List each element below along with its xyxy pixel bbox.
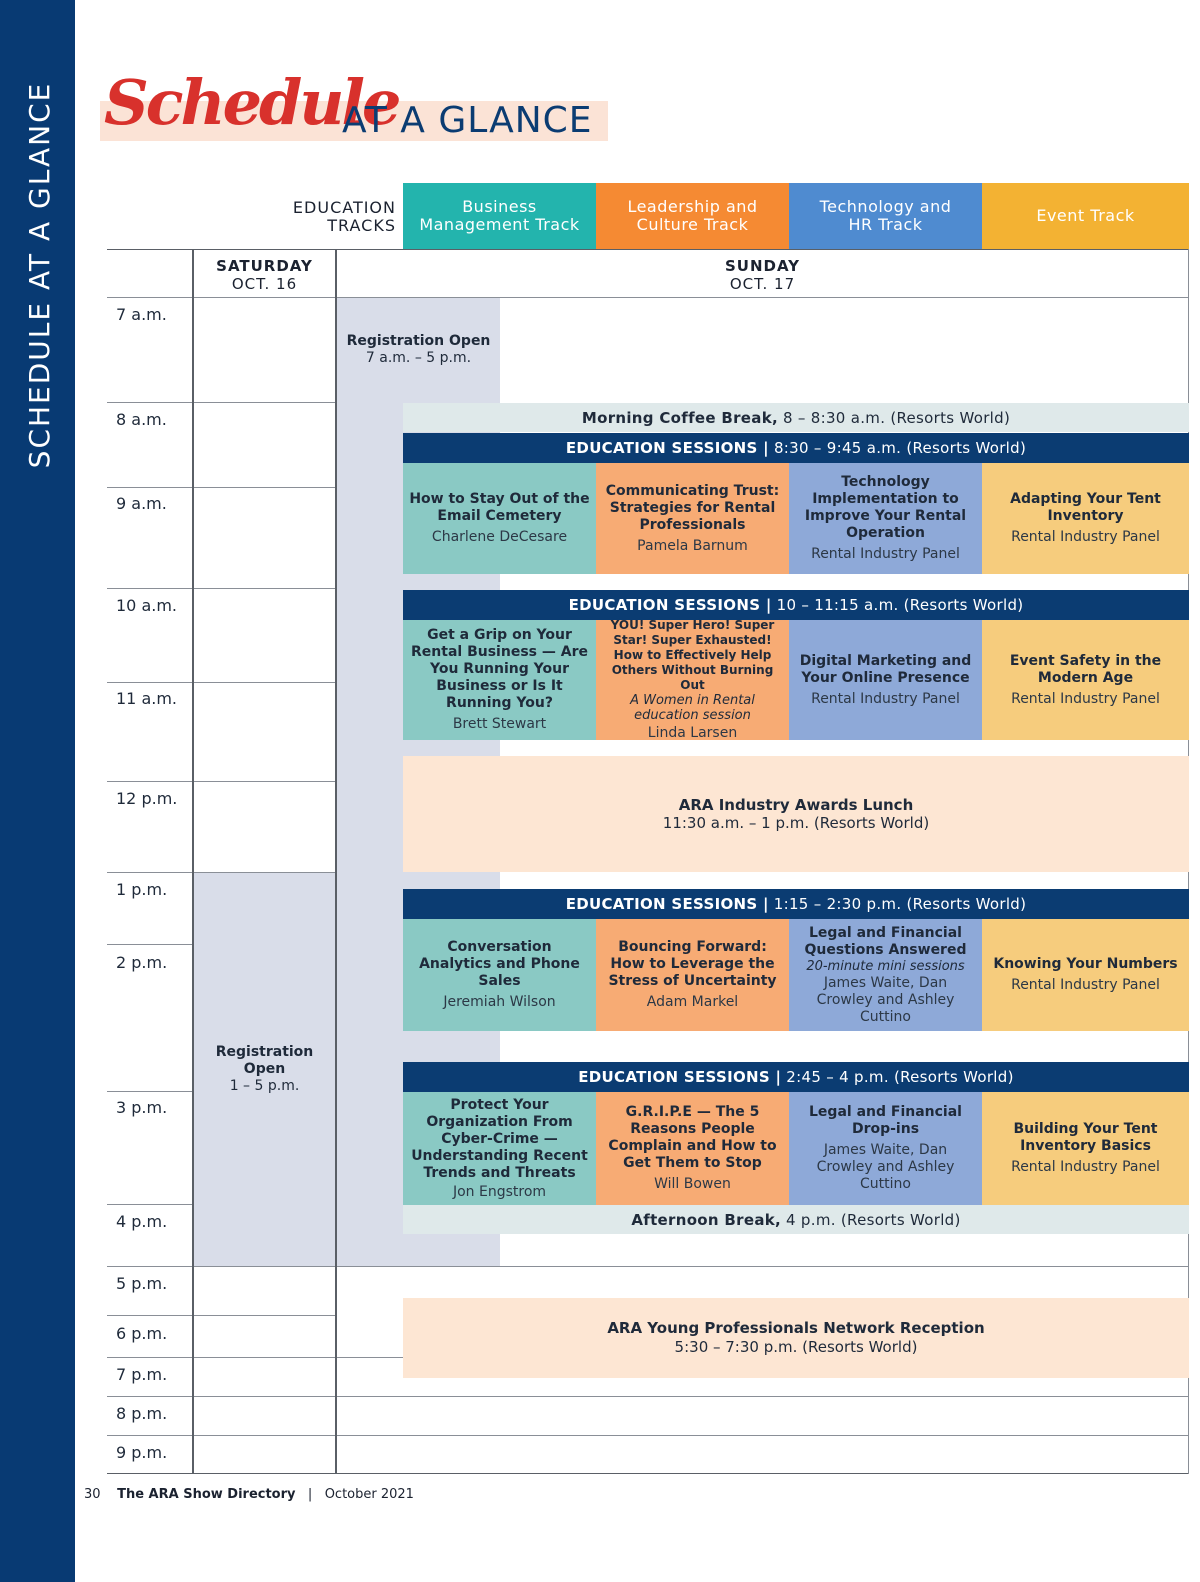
grid-line [107, 944, 193, 945]
session-title: Event Safety in the Modern Age [1009, 652, 1162, 686]
session-note: 20-minute mini sessions [806, 958, 965, 974]
time-label: 1 p.m. [116, 880, 168, 899]
session-speaker: Rental Industry Panel [811, 546, 960, 562]
grid-line [107, 781, 336, 782]
session-header [403, 1062, 1189, 1092]
grid-line [107, 1091, 193, 1092]
session-title: Building Your Tent Inventory Basics [1013, 1121, 1158, 1154]
session-cell [596, 1092, 789, 1205]
track-label: Event Track [1036, 206, 1135, 225]
session-speaker: Brett Stewart [452, 716, 547, 732]
session-title: How to Stay Out of the Email Cemetery [409, 491, 590, 524]
education-tracks-label [240, 199, 396, 235]
publication-name: The ARA Show Directory [117, 1487, 296, 1502]
session-cell [596, 620, 789, 740]
event-time: 5:30 – 7:30 p.m. (Resorts World) [674, 1338, 918, 1356]
day-date: OCT. 17 [729, 275, 796, 293]
reception-event [403, 1298, 1189, 1378]
session-speaker: Rental Industry Panel [1011, 977, 1160, 993]
session-speaker: Rental Industry Panel [1011, 529, 1160, 545]
session-header-title: EDUCATION SESSIONS | [578, 1068, 782, 1086]
session-cell [982, 463, 1189, 574]
session-header [403, 590, 1189, 620]
time-label: 10 a.m. [116, 596, 178, 615]
registration-title: Open [243, 1061, 286, 1077]
grid-line [107, 1396, 1189, 1397]
event-time: 11:30 a.m. – 1 p.m. (Resorts World) [662, 814, 930, 832]
day-date: OCT. 16 [231, 275, 298, 293]
time-label: 4 p.m. [116, 1212, 168, 1231]
session-header-time: 8:30 – 9:45 a.m. (Resorts World) [773, 439, 1027, 457]
awards-lunch-event [403, 756, 1189, 872]
time-label: 7 p.m. [116, 1365, 168, 1384]
break-title: Morning Coffee Break, [581, 408, 778, 427]
session-speaker: Charlene DeCesare [431, 529, 568, 545]
grid-line [107, 1315, 336, 1316]
session-title: Protect Your Organization From Cyber-Crime — Understanding Recent Trends and Threats [411, 1096, 588, 1181]
session-speaker: Jon Engstrom [452, 1183, 547, 1200]
session-speaker: James Waite, Dan Crowley and Ashley Cuttino [816, 1142, 955, 1192]
session-header-title: EDUCATION SESSIONS | [565, 895, 769, 913]
day-name: SATURDAY [216, 257, 313, 275]
session-cell [403, 919, 596, 1031]
session-cell [789, 463, 982, 574]
time-label: 6 p.m. [116, 1324, 168, 1343]
session-speaker: Adam Markel [646, 994, 739, 1010]
break-time: 8 – 8:30 a.m. (Resorts World) [782, 408, 1011, 427]
session-title: Conversation Analytics and Phone Sales [419, 939, 580, 989]
track-label: Leadership and [627, 197, 758, 216]
event-title: ARA Industry Awards Lunch [678, 796, 914, 814]
publication-date: October 2021 [324, 1487, 414, 1502]
time-label: 3 p.m. [116, 1098, 168, 1117]
time-label: 5 p.m. [116, 1274, 168, 1293]
education-tracks-line2: TRACKS [327, 216, 396, 235]
session-cell [982, 919, 1189, 1031]
grid-line [107, 1473, 1189, 1474]
grid-line [107, 1266, 1189, 1267]
page-number: 30 [84, 1487, 101, 1502]
time-label: 8 p.m. [116, 1404, 168, 1423]
track-event [982, 183, 1189, 249]
time-label: 7 a.m. [116, 305, 167, 324]
session-cell [789, 1092, 982, 1205]
footer-separator: | [307, 1487, 313, 1502]
session-title: Bouncing Forward: How to Leverage the Stress of Uncertainty [608, 939, 777, 989]
session-title: Communicating Trust: Strategies for Rental Professionals [605, 482, 780, 533]
day-saturday [194, 257, 335, 293]
session-speaker: Rental Industry Panel [811, 690, 960, 707]
track-label: Culture Track [636, 215, 749, 234]
track-label: Business [462, 197, 537, 216]
title-script: Schedule [104, 66, 399, 139]
session-speaker: Will Bowen [654, 1176, 731, 1192]
session-cell [596, 463, 789, 574]
grid-line [107, 487, 336, 488]
session-header-time: 1:15 – 2:30 p.m. (Resorts World) [773, 895, 1027, 913]
session-speaker: James Waite, Dan Crowley and Ashley Cuttino [816, 974, 955, 1025]
registration-title: Registration Open [346, 333, 491, 349]
time-label: 11 a.m. [116, 689, 178, 708]
saturday-divider [192, 249, 194, 1474]
footer [84, 1487, 414, 1502]
session-title: Legal and Financial Drop-ins [809, 1104, 962, 1137]
break-title: Afternoon Break, [631, 1210, 782, 1229]
time-label: 8 a.m. [116, 410, 167, 429]
session-cell [982, 1092, 1189, 1205]
registration-time: 1 – 5 p.m. [229, 1078, 300, 1094]
session-cell [789, 620, 982, 740]
session-cell [403, 463, 596, 574]
grid-line [107, 249, 1189, 250]
session-header [403, 889, 1189, 919]
session-header-time: 10 – 11:15 a.m. (Resorts World) [776, 596, 1024, 614]
day-name: SUNDAY [724, 257, 801, 275]
grid-line [107, 1435, 1189, 1436]
registration-title: Registration [215, 1044, 314, 1060]
session-cell [982, 620, 1189, 740]
session-cell [596, 919, 789, 1031]
title-rest: AT A GLANCE [342, 100, 593, 141]
session-speaker: Pamela Barnum [637, 537, 748, 554]
track-leadership-culture [596, 183, 789, 249]
session-cell [403, 620, 596, 740]
session-title: Knowing Your Numbers [993, 956, 1178, 972]
registration-saturday-label [194, 1044, 335, 1095]
session-speaker: Jeremiah Wilson [443, 994, 556, 1010]
session-title: Get a Grip on Your Rental Business — Are You Running Your Business or Is It Running You? [411, 627, 588, 711]
break-time: 4 p.m. (Resorts World) [786, 1210, 961, 1229]
grid-line [107, 682, 336, 683]
session-header-time: 2:45 – 4 p.m. (Resorts World) [786, 1068, 1014, 1086]
education-tracks-line1: EDUCATION [292, 198, 396, 217]
session-title: Digital Marketing and Your Online Presence [799, 652, 972, 686]
morning-coffee-break [403, 403, 1189, 432]
session-speaker: Rental Industry Panel [1011, 690, 1160, 707]
session-speaker: Linda Larsen [647, 725, 738, 741]
grid-line [107, 402, 336, 403]
session-note: A Women in Rental education session [630, 693, 755, 723]
session-title: Technology Implementation to Improve Your Rental Operation [804, 474, 967, 541]
time-label: 12 p.m. [116, 789, 178, 808]
session-header [403, 433, 1189, 463]
track-label: HR Track [848, 215, 923, 234]
grid-line [107, 297, 1189, 298]
event-title: ARA Young Professionals Network Reception [607, 1319, 985, 1337]
session-cell [403, 1092, 596, 1205]
session-header-title: EDUCATION SESSIONS | [568, 596, 772, 614]
session-title: YOU! Super Hero! Super Star! Super Exhausted! How to Effectively Help Others Without Burning Out [610, 618, 775, 692]
time-label: 2 p.m. [116, 953, 168, 972]
registration-time: 7 a.m. – 5 p.m. [365, 350, 472, 366]
sunday-divider [335, 249, 337, 1474]
session-cell [789, 919, 982, 1031]
sidebar-title: SCHEDULE AT A GLANCE [23, 81, 56, 469]
registration-sunday-label [337, 333, 500, 367]
track-label: Management Track [419, 215, 580, 234]
grid-line [107, 588, 336, 589]
session-speaker: Rental Industry Panel [1011, 1159, 1160, 1175]
grid-line [107, 1204, 193, 1205]
afternoon-break [403, 1205, 1189, 1234]
track-label: Technology and [819, 197, 952, 216]
session-title: G.R.I.P.E — The 5 Reasons People Complain and How to Get Them to Stop [608, 1104, 777, 1171]
session-header-title: EDUCATION SESSIONS | [565, 439, 769, 457]
session-title: Legal and Financial Questions Answered [804, 924, 967, 958]
session-title: Adapting Your Tent Inventory [1010, 491, 1161, 524]
track-technology-hr [789, 183, 982, 249]
time-label: 9 a.m. [116, 494, 167, 513]
time-label: 9 p.m. [116, 1443, 168, 1462]
day-sunday [337, 257, 1188, 293]
track-business-management [403, 183, 596, 249]
